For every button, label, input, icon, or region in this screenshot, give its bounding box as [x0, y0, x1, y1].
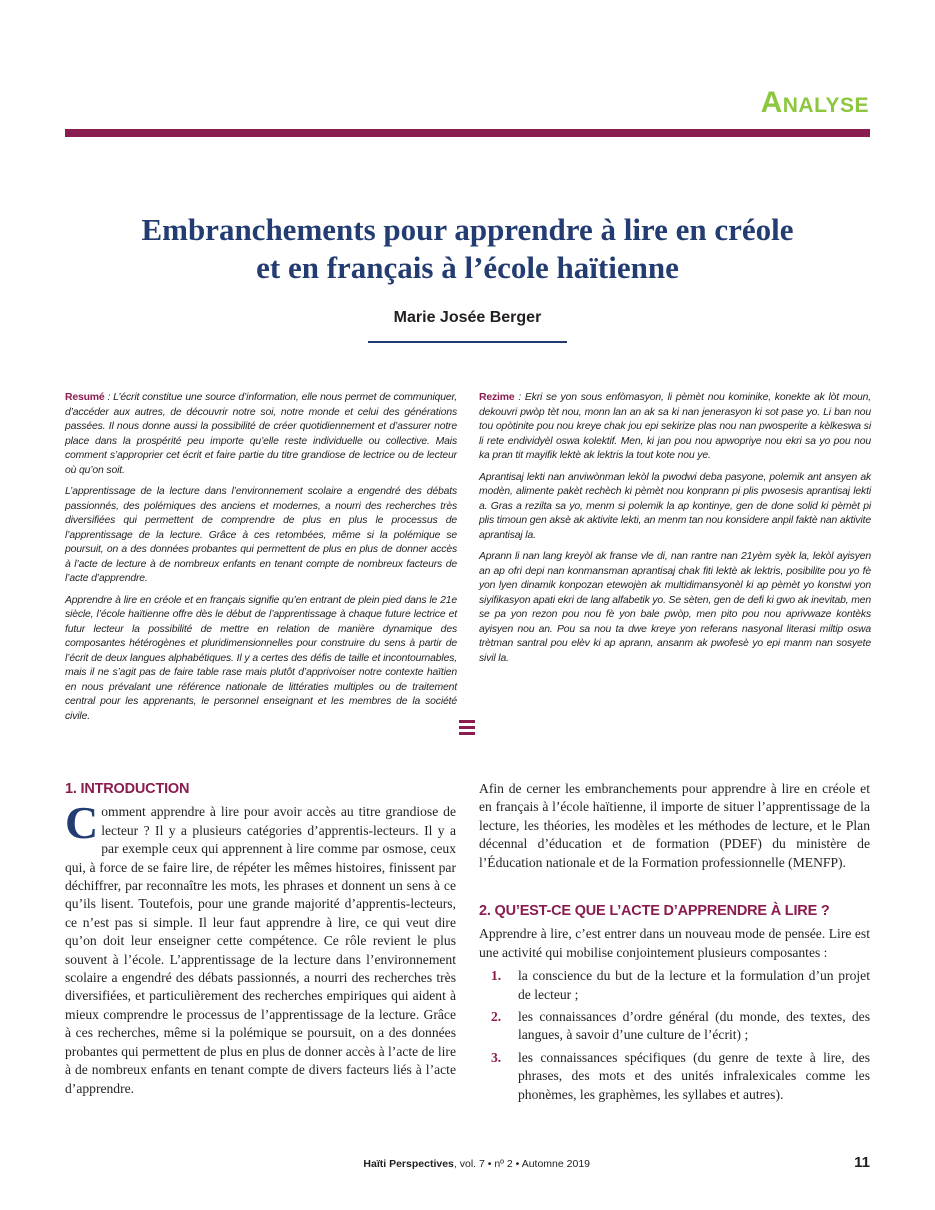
- author-name: Marie Josée Berger: [393, 309, 542, 326]
- abstract-creole: [479, 391, 871, 673]
- list-item: 1. la conscience du but de la lecture et la formulation d’un projet de lecteur ;: [491, 968, 870, 1002]
- components-list: [479, 967, 870, 1104]
- right-column: [479, 780, 870, 1108]
- article-title: [65, 211, 870, 287]
- abstract-fr-p2: L’apprentissage de la lecture dans l’environnement scolaire a engendré des débats passionnés, des polémiques des anciens et modernes, a nourri des recherches très diversifiées qui permettent de comprendre de plus en plus le processus de l’apprentissage de la lecture. Grâce à ces retombées, même si la polémique se poursuit, on a des données probantes qui permettent de plus en plus de donner accès à l’acte de lecture à de nombreux enfants en tenant compte de nombreux facteurs de l’acte d’apprendre.: [65, 486, 457, 584]
- page-footer: [65, 1155, 870, 1175]
- title-line-1: Embranchements pour apprendre à lire en créole: [141, 212, 794, 247]
- abstract-fr-p3: Apprendre à lire en créole et en français signifie qu’en entrant de plein pied dans le 21e siècle, l’école haïtienne offre dès le début de l’apprentissage à chaque future lectrice et futur lecteur la possibilité de mettre en relation de manière dynamique des composantes hétérogènes et pluridimensionnelles pour construire du sens à partir de l’écrit de deux langues alphabétiques. Il y a certes des défis de taille et incontournables, mais il ne s’agit pas de faire table rase mais plutôt d’apprivoiser notre contexte haïtien en nous prévalant une référence nationale de littératies multiples ou de traitement central pour les apprenants, le personnel enseignant et les membres de la société civile.: [65, 594, 457, 722]
- journal-citation: Haïti Perspectives, vol. 7 • nº 2 • Automne 2019: [363, 1158, 590, 1170]
- list-item: 2. les connaissances d’ordre général (du monde, des textes, des langues, à savoir d’une culture de l’écrit) ;: [491, 1009, 870, 1043]
- list-item: 3. les connaissances spécifiques (du genre de texte à lire, des phrases, des mots et des unités infralexicales comme les phonèmes, les graphèmes, les syllabes et autres).: [491, 1049, 870, 1102]
- section-2-heading: 2. QU’EST-CE QUE L’ACTE D’APPRENDRE À LIRE ?: [479, 903, 830, 920]
- intro-column: [65, 780, 456, 1098]
- abstract-french: [65, 391, 457, 731]
- abstract-ht-p3: Aprann li nan lang kreyòl ak franse vle di, nan rantre nan 21yèm syèk la, lekòl ayisyen an ap ofri depi nan konmansman aprantisaj chak fiti lektè ak lektris, posibilite pou yo fè yon lyen dinamik konpozan etewojèn ak multidimansyonèl ki ap pèmèt yo konstwi yon siyifikasyon apati ekri de lang alfabetik yo. Se sèten, gen de defi ki gwo ak inevitab, men se pa yon rezon pou nou fè yon bale pwòp, men pito pou nou aprivwaze kontèks ayisyen nou an. Pou sa nou ta dwe kreye yon referans nasyonal literasi miltip oswa trètman santral pou elèv ki ap aprann, ansanm ak pwofesè yo epi manm nan sosyete sivil la.: [479, 551, 871, 664]
- right-paragraph-2: Apprendre à lire, c’est entrer dans un nouveau mode de pensée. Lire est une activité qui mobilise conjointement plusieurs composantes :: [479, 926, 870, 960]
- abstract-ht-p1: Rezime : Ekri se yon sous enfòmasyon, li pèmèt nou kominike, konekte ak lòt moun, dekouvri pwòp tèt nou, monn lan an ak sa ki nan jenerasyon ki sot pase yo. Li ban nou tou opòtinite pou nou kreye chak jou epi sekirize plas nou nan pwosperite a kèlkeswa si li rete endividyèl oswa kolektif. Men, ki jan pou nou apwopriye nou ekri sa yo pou nou ka pran tit mayifik lektè ak lektris la tout kote nou ye.: [479, 392, 871, 461]
- page-number: 11: [854, 1154, 870, 1171]
- author-rule: [368, 341, 567, 343]
- title-line-2: et en français à l’école haïtienne: [256, 250, 679, 285]
- right-paragraph-1: Afin de cerner les embranchements pour apprendre à lire en créole et en français à l’école haïtienne, il importe de situer l’apprentissage de la lecture, les théories, les modèles et les méthodes de lecture, et le Plan décennal d’éducation et de formation (PDEF) du ministère de l’Éducation nationale et de la Formation professionnelle (MENFP).: [479, 781, 870, 870]
- section-tag: Analyse: [760, 86, 869, 119]
- section-divider-icon: [459, 720, 475, 738]
- journal-name: Haïti Perspectives: [363, 1158, 454, 1170]
- abstract-ht-lead: Rezime: [479, 392, 515, 403]
- intro-heading: 1. INTRODUCTION: [65, 781, 190, 797]
- abstract-fr-lead: Resumé: [65, 392, 105, 403]
- intro-paragraph: Comment apprendre à lire pour avoir accès au titre grandiose de lecteur ? Il y a plusieurs catégories d’apprentis-lecteurs. Il y a par exemple ceux qui apprennent à lire comme par osmose, ceux qui, à force de se faire lire, de répéter les mêmes histoires, finissent par déchiffrer, par reconnaître les mots, les phrases et donnent un sens à ce qu’ils lisent. Toutefois, pour une grande majorité d’apprentis-lecteurs, ce n’est pas si simple. Il leur faut apprendre à lire, ce qui veut dire qu’on doit leur enseigner cette compétence. Ce rôle revient le plus souvent à l’école. L’apprentissage de la lecture dans l’environnement scolaire a engendré des débats passionnés, a nourri des recherches très diversifiées, et particulièrement des recherches empiriques qui aident à mieux comprendre le processus de l’apprentissage de la lecture. Grâce à ces recherches, même si la polémique se poursuit, on a des données probantes qui permettent de plus en plus de donner accès à l’acte de lire à de nombreux enfants en tenant compte de divers facteurs liés à l’acte d’apprendre.: [65, 797, 456, 1096]
- abstract-fr-p1: Resumé : L’écrit constitue une source d’information, elle nous permet de communiquer, d’accéder aux autres, de découvrir notre soi, notre monde et celui des générations passées. Il nous donne aussi la possibilité de créer quotidiennement et d’assurer notre place dans la prospérité peu importe qu’elle reste individuelle ou collective. Mais comment s’approprier cet écrit et faire partie du titre grandiose de lectrice ou de lecteur où qu’on soit.: [65, 392, 457, 476]
- abstract-ht-p2: Aprantisaj lekti nan anviwònman lekòl la pwodwi deba pasyone, polemik ant ansyen ak modèn, alimente pakèt rechèch ki pèmèt nou konprann pi plis pwosesis aprantisaj lekti a. Gras a rezilta sa yo, menm si polemik la ap kontinye, gen de done solid ki pèmèt pi plis timoun gen aksè ak aktivite lekti, an menm tan nou konsidere anpil faktè nan aktivite aprantisaj la.: [479, 471, 871, 541]
- header-rule: [65, 129, 870, 137]
- dropcap: C: [65, 797, 99, 849]
